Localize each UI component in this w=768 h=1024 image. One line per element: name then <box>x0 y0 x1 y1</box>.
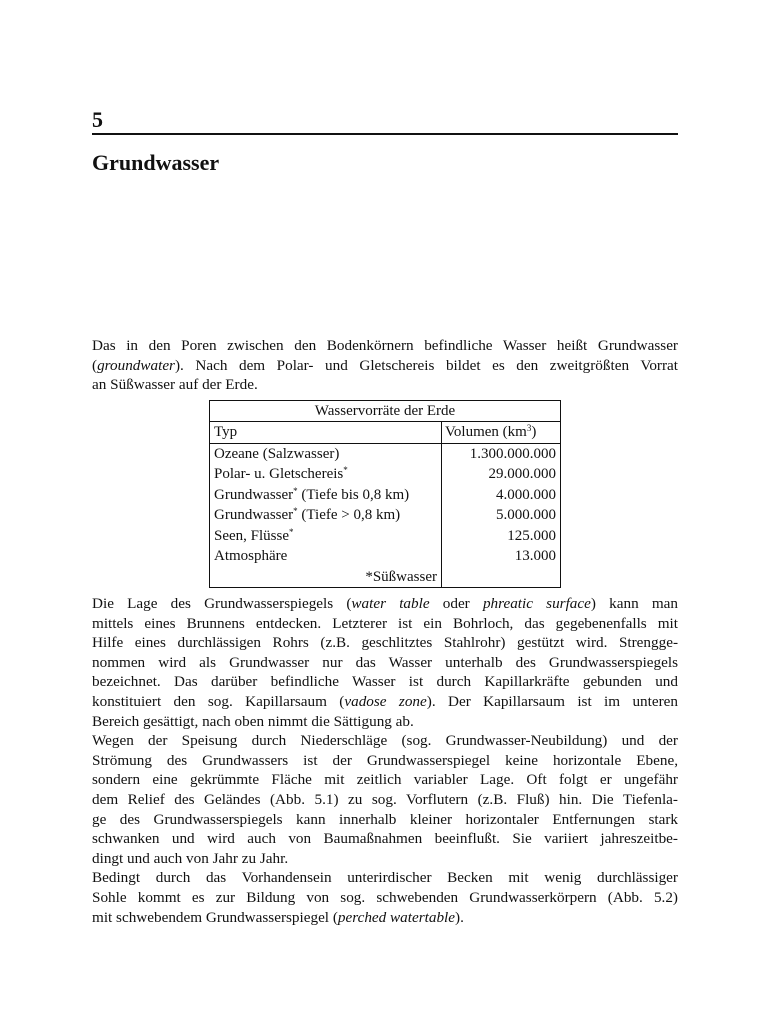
table-cell-volume: 13.000 <box>514 548 556 564</box>
table-cell-type <box>210 505 442 526</box>
table-header-volume <box>442 422 560 443</box>
table-row <box>210 444 560 465</box>
chapter-rule <box>92 133 678 135</box>
p2-line-6: schwanken und wird auch von Baumaßnahmen beeinflußt. Sie variiert jahreszeitbe- <box>92 830 678 848</box>
p3-line-1: Bedingt durch das Vorhandensein unterirdischer Becken mit wenig durchlässiger <box>92 869 678 887</box>
table-cell-volume: 5.000.000 <box>496 507 556 523</box>
term-water-table: water table <box>351 595 430 612</box>
term-vadose-zone: vadose zone <box>344 692 427 710</box>
table-cell-type <box>210 444 442 465</box>
p1-line-5: bezeichnet. Das darüber befindliche Wasser ist durch Kapillarkräfte gebunden und <box>92 673 678 691</box>
freshwater-mark: * <box>293 506 298 516</box>
table-row <box>210 526 560 547</box>
table-cell-type <box>210 546 442 567</box>
p3-line-3-c: ). <box>455 908 464 926</box>
table-cell-volume: 4.000.000 <box>496 486 556 503</box>
table-cell-type <box>210 464 442 485</box>
p2-line-7: dingt und auch von Jahr zu Jahr. <box>92 849 289 867</box>
table-header-row <box>210 422 560 444</box>
p2-line-3: sondern eine gekrümmte Fläche mit zeitlich variabler Lage. Oft folgt er ungefähr <box>92 771 678 789</box>
table-row <box>210 485 560 506</box>
chapter-number: 5 <box>92 107 103 132</box>
body-text <box>92 594 678 927</box>
p2-line-2: Strömung des Grundwassers ist der Grundwasserspiegel keine horizontale Ebene, <box>92 751 678 769</box>
p1-line-6-c: ). Der Kapillarsaum ist im unteren <box>426 692 678 710</box>
p1-line-1-c: oder <box>429 595 483 612</box>
intro-line-2 <box>92 356 678 376</box>
type-suffix: (Tiefe bis 0,8 km) <box>297 486 410 503</box>
table-cell-volume: 125.000 <box>507 527 556 544</box>
type-suffix: (Tiefe > 0,8 km) <box>297 507 401 523</box>
table-header-type: Typ <box>210 422 442 443</box>
p1-line-6-a: konstituiert den sog. Kapillarsaum ( <box>92 692 345 710</box>
table-cell-volume: 29.000.000 <box>488 466 556 482</box>
table-caption: Wasservorräte der Erde <box>210 401 560 422</box>
intro-paragraph <box>92 336 678 395</box>
table-row <box>210 546 560 567</box>
p1-line-6 <box>92 692 678 712</box>
header-volume-label: Volumen (km <box>445 424 527 440</box>
p1-line-7: Bereich gesättigt, nach oben nimmt die Sättigung ab. <box>92 712 414 730</box>
table-cell-volume: 1.300.000.000 <box>469 445 556 462</box>
type-label: Polar- u. Gletschereis <box>214 466 344 482</box>
intro-line-1: Das in den Poren zwischen den Bodenkörnern befindliche Wasser heißt Grundwasser <box>92 337 678 354</box>
table-footer-empty <box>442 567 560 588</box>
p3-line-2: Sohle kommt es zur Bildung von sog. schwebenden Grundwasserkörpern (Abb. 5.2) <box>92 888 678 906</box>
p2-line-4: dem Relief des Geländes (Abb. 5.1) zu sog. Vorflutern (z.B. Fluß) hin. Die Tiefenla- <box>92 790 678 808</box>
freshwater-mark: * <box>289 526 294 537</box>
term-groundwater: groundwater <box>97 356 175 374</box>
type-label: Seen, Flüsse <box>214 527 289 544</box>
p2-line-5: ge des Grundwasserspiegels kann innerhalb kleiner horizontaler Entfernungen stark <box>92 810 678 828</box>
table-cell-type <box>210 485 442 506</box>
type-label: Atmosphäre <box>214 548 288 564</box>
p3-line-3-a: mit schwebendem Grundwasserspiegel ( <box>92 908 338 926</box>
p1-line-2: mittels eines Brunnens entdecken. Letzterer ist ein Bohrloch, das gegebenenfalls mit <box>92 614 678 632</box>
p1-line-1-e: ) kann man <box>590 595 678 612</box>
intro-line-2-rest: ). Nach dem Polar- und Gletschereis bildet es den zweitgrößten Vorrat <box>174 356 678 374</box>
table-cell-type <box>210 526 442 547</box>
p1-line-3: Hilfe eines durchlässigen Rohrs (z.B. geschlitztes Stahlrohr) gestützt wird. Strengge- <box>92 634 678 652</box>
p3-line-3 <box>92 908 678 928</box>
table-footnote: *Süßwasser <box>210 567 442 588</box>
freshwater-mark: * <box>343 465 348 475</box>
freshwater-mark: * <box>293 485 298 496</box>
type-label: Ozeane (Salzwasser) <box>214 445 340 462</box>
water-reserves-table <box>209 400 561 588</box>
p1-line-1 <box>92 594 678 614</box>
term-perched-watertable: perched watertable <box>337 908 456 926</box>
p1-line-4: nommen wird als Grundwasser nur das Wasser unterhalb des Grundwasserspiegels <box>92 653 678 671</box>
p1-line-1-a: Die Lage des Grundwasserspiegels ( <box>92 595 352 612</box>
header-volume-exponent: 3 <box>526 423 532 433</box>
p2-line-1: Wegen der Speisung durch Niederschläge (sog. Grundwasser-Neubildung) und der <box>92 732 678 750</box>
table-row <box>210 464 560 485</box>
chapter-title: Grundwasser <box>92 150 220 175</box>
table-row <box>210 505 560 526</box>
intro-paren: ( <box>92 356 98 374</box>
table-body <box>210 444 560 567</box>
type-label: Grundwasser <box>214 507 294 523</box>
term-phreatic-surface: phreatic surface <box>482 595 591 612</box>
header-volume-close: ) <box>531 424 537 440</box>
table-footer-row <box>210 567 560 588</box>
intro-line-3: an Süßwasser auf der Erde. <box>92 376 258 394</box>
type-label: Grundwasser <box>214 486 294 503</box>
